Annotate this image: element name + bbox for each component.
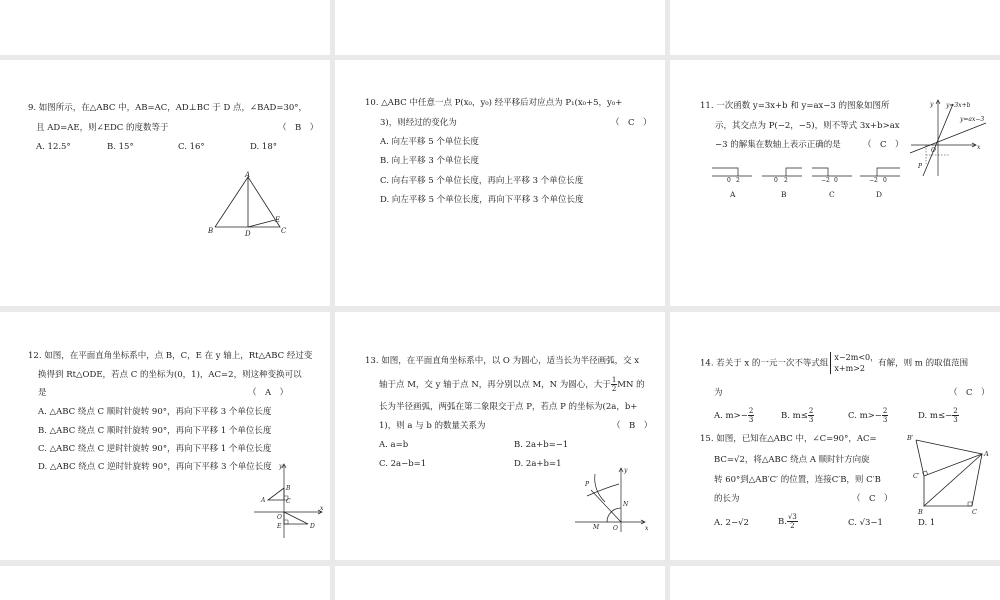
page-thumb-q9[interactable] (0, 60, 330, 306)
q13-line2a: 轴于点 M，交 y 轴于点 N，再分别以点 M，N 为圆心，大于 (379, 380, 611, 390)
q14-line1a: 14. 若关于 x 的一元一次不等式组 (700, 358, 829, 369)
q15-label-b: B (918, 508, 923, 514)
q12-option-c: C. △ABC 绕点 C 逆时针旋转 90°，再向下平移 1 个单位长度 (38, 444, 272, 454)
q15-line4: 的长为 (714, 494, 740, 504)
page-thumb-bottom-middle[interactable] (335, 566, 665, 600)
page-thumb-top-left[interactable] (0, 0, 330, 55)
q11-number-line-b (762, 168, 802, 199)
q13-label-p: P (585, 481, 590, 488)
q13-line4: 1)，则 a 与 b 的数量关系为 (379, 421, 486, 431)
q12-label-d: D (310, 523, 315, 530)
q13-line1: 13. 如图，在平面直角坐标系中，以 O 为圆心，适当长为半径画弧，交 x (365, 356, 640, 366)
q14-option-b: B. m≤ $\frac{2}{3}$ (781, 407, 814, 424)
q12-label-b: B (286, 485, 291, 492)
q13-line3: 长为半径画弧，两弧在第二象限交于点 P，若点 P 的坐标为(2a，b+ (379, 402, 638, 412)
q9-answer: （ B ） (278, 123, 319, 133)
q15-rotation-figure (902, 430, 992, 514)
q12-line2: 换得到 Rt△ODE，若点 C 的坐标为(0，1)，AC=2，则这种变换可以 (38, 370, 302, 380)
q11-option-a-letter: A (730, 190, 736, 199)
page-thumb-q10[interactable] (335, 60, 665, 306)
q11-line3: −3 的解集在数轴上表示正确的是 (715, 140, 841, 150)
q15-line2: BC=√2，将△ABC 绕点 A 顺时针方向旋 (714, 455, 870, 465)
q11-option-b-letter: B (781, 190, 787, 199)
q12-line3: 是 (38, 388, 47, 398)
q13-label-m: M (593, 524, 600, 531)
q12-coordinate-figure (250, 460, 330, 540)
q13-label-x: x (645, 525, 649, 532)
q9-label-e: E (275, 216, 281, 224)
q11-label-o: O (931, 147, 936, 154)
q13-line2b: MN 的 (617, 380, 645, 390)
q12-line1: 12. 如图，在平面直角坐标系中，点 B，C，E 在 y 轴上，Rt△ABC 经过变 (28, 351, 313, 361)
q10-option-d: D. 向左平移 5 个单位长度，再向下平移 3 个单位长度 (380, 195, 584, 205)
q11-nl-b-2: 2 (784, 177, 788, 184)
q9-option-c: C. 16° (178, 142, 205, 152)
q13-label-o: O (613, 525, 618, 532)
q14-option-a: A. m>− $\frac{2}{3}$ (714, 407, 754, 424)
q12-option-d: D. △ABC 绕点 C 逆时针旋转 90°，再向下平移 3 个单位长度 (38, 462, 272, 472)
page-thumb-bottom-left[interactable] (0, 566, 330, 600)
q12-label-c: C (286, 498, 291, 505)
q13-option-c: C. 2a−b=1 (379, 459, 427, 469)
q14-option-c: C. m>− $\frac{2}{3}$ (848, 407, 888, 424)
q9-triangle-figure (205, 170, 295, 240)
q14-line1 (700, 352, 968, 374)
q9-line1: 9. 如图所示，在△ABC 中，AB=AC，AD⊥BC 于 D 点，∠BAD=30°， (28, 103, 308, 113)
page-thumb-q11[interactable] (670, 60, 1000, 306)
q14-line1b: 有解，则 m 的取值范围 (878, 358, 969, 369)
q13-frac-den: 2 (611, 385, 617, 393)
q12-label-a: A (261, 497, 266, 504)
q11-number-lines (710, 155, 905, 200)
q11-label-line1: y=3x+b (946, 102, 971, 109)
q13-frac-num: 1 (611, 376, 617, 384)
q15-line1: 15. 如图，已知在△ABC 中，∠C=90°，AC= (700, 434, 877, 444)
q10-line2: 3)，则经过的变化为 (380, 118, 457, 128)
q9-label-c: C (281, 227, 287, 235)
q11-nl-c-0: 0 (834, 177, 838, 184)
page-thumb-bottom-right[interactable] (670, 566, 1000, 600)
q9-option-d: D. 18° (250, 142, 277, 152)
q10-option-b: B. 向上平移 3 个单位长度 (380, 156, 479, 166)
q12-label-y: y (279, 463, 283, 470)
q13-label-n: N (623, 501, 629, 508)
q10-option-a: A. 向左平移 5 个单位长度 (380, 137, 479, 147)
q11-answer: （ C ） (863, 140, 904, 150)
q14-option-d: D. m≤− $\frac{2}{3}$ (918, 407, 958, 424)
q15-answer: （ C ） (852, 494, 893, 504)
q9-line2: 且 AD=AE，则∠EDC 的度数等于 (36, 123, 169, 133)
q15-label-a: A (984, 450, 989, 458)
q9-option-a: A. 12.5° (36, 142, 71, 152)
q9-label-b: B (208, 227, 214, 235)
q14-sys2: x+m>2 (834, 364, 866, 373)
page-thumb-top-right[interactable] (670, 0, 1000, 55)
q11-label-p: P (918, 163, 923, 170)
q12-answer: （ A ） (248, 388, 289, 398)
q11-option-c-letter: C (829, 190, 835, 199)
q14-sys1: x−2m<0， (834, 353, 879, 362)
q15-option-a: A. 2−√2 (714, 518, 749, 528)
q11-number-line-c (812, 168, 852, 199)
q14-answer: （ C ） (949, 388, 990, 398)
q13-option-a: A. a=b (379, 440, 409, 450)
q15-label-c: C (972, 508, 977, 514)
q15-label-bprime: B′ (907, 434, 914, 442)
page-thumb-q12[interactable] (0, 312, 330, 560)
q11-nl-a-0: 0 (727, 177, 731, 184)
q12-option-b: B. △ABC 绕点 C 顺时针旋转 90°，再向下平移 1 个单位长度 (38, 426, 272, 436)
page-thumb-q13[interactable] (335, 312, 665, 560)
page-thumb-top-middle[interactable] (335, 0, 665, 55)
q15-option-b: B. $\frac{√3}{2}$ (778, 513, 797, 530)
q11-nl-c-m2: −2 (821, 177, 830, 184)
q12-label-x: x (320, 505, 324, 512)
q15-option-c: C. √3−1 (848, 518, 883, 528)
q14-inequality-system (830, 352, 878, 374)
q15-label-cprime: C′ (913, 472, 920, 480)
q12-option-a: A. △ABC 绕点 C 顺时针旋转 90°，再向下平移 3 个单位长度 (38, 407, 272, 417)
q11-option-d-letter: D (876, 190, 883, 199)
q11-label-y: y (930, 101, 934, 108)
q13-answer: （ B ） (612, 421, 653, 431)
q9-label-a: A (245, 171, 251, 179)
q13-line2 (379, 376, 645, 393)
q9-option-b: B. 15° (107, 142, 134, 152)
q9-label-d: D (245, 230, 251, 238)
q11-label-line2: y=ax−3 (960, 116, 985, 123)
q14-line2: 为 (714, 388, 723, 398)
q11-line1: 11. 一次函数 y=3x+b 和 y=ax−3 的图象如图所 (700, 101, 890, 111)
q11-label-x: x (977, 144, 981, 151)
q11-graph-figure (908, 98, 993, 178)
q11-number-line-a (712, 168, 752, 199)
q13-option-b: B. 2a+b=−1 (514, 440, 569, 450)
q12-label-e: E (277, 523, 282, 530)
q12-label-o: O (277, 514, 282, 521)
q11-nl-b-0: 0 (774, 177, 778, 184)
q11-nl-d-0: 0 (883, 177, 887, 184)
q15-option-d: D. 1 (918, 518, 936, 528)
q11-nl-a-2: 2 (736, 177, 740, 184)
q10-line1: 10. △ABC 中任意一点 P(x₀，y₀) 经平移后对应点为 P₁(x₀+5，y₀+ (365, 98, 623, 108)
q13-label-y: y (624, 467, 628, 474)
q11-line2: 示，其交点为 P(−2，−5)，则不等式 3x+b>ax (715, 121, 900, 131)
q13-option-d: D. 2a+b=1 (514, 459, 562, 469)
q11-number-line-d (860, 168, 900, 199)
q13-coordinate-figure (573, 464, 653, 534)
q11-nl-d-m2: −2 (869, 177, 878, 184)
q15-line3: 转 60°到△AB′C′ 的位置，连接C′B，则 C′B (714, 475, 881, 485)
q10-option-c: C. 向右平移 5 个单位长度，再向上平移 3 个单位长度 (380, 176, 584, 186)
page-thumb-q14-q15[interactable] (670, 312, 1000, 560)
q10-answer: （ C ） (611, 118, 652, 128)
